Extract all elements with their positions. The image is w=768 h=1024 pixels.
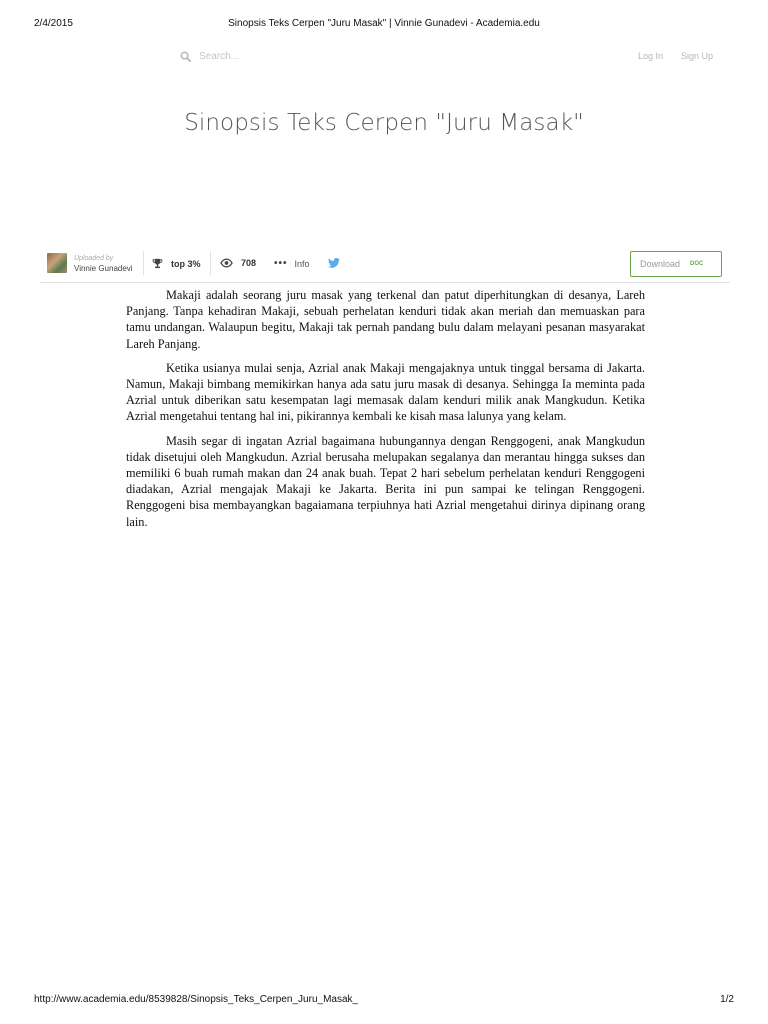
divider <box>210 251 211 275</box>
uploader-info <box>74 254 133 274</box>
uploaded-by-label: Uploaded by <box>74 255 114 262</box>
info-label: Info <box>294 258 310 269</box>
file-type-badge: DOC <box>690 261 704 267</box>
document-body <box>126 287 645 538</box>
print-header <box>0 18 768 32</box>
views-count: 708 <box>241 258 257 268</box>
print-footer <box>0 994 768 1008</box>
rank-stat <box>152 258 201 269</box>
twitter-icon[interactable] <box>328 258 340 268</box>
paragraph: Ketika usianya mulai senja, Azrial anak Makaji mengajaknya untuk tinggal bersama di Jakarta. Namun, Makaji bimbang memikirkan hanya ada satu juru masak di desanya. Sehingga Ia meminta pada Azrial untuk diberikan satu kesempatan lagi memasak dalam kenduri milik anak Mangkudun. Ketika Azrial mengetahui tentang hal ini, pikirannya kembali ke kisah masa lalunya yang kelam. <box>126 360 645 424</box>
search-icon <box>180 51 191 62</box>
trophy-icon <box>152 258 163 269</box>
search-input[interactable] <box>197 50 361 63</box>
document-info-bar <box>40 250 730 283</box>
print-url: http://www.academia.edu/8539828/Sinopsis_Teks_Cerpen_Juru_Masak_ <box>34 994 359 1005</box>
print-page-title: Sinopsis Teks Cerpen "Juru Masak" | Vinnie Gunadevi - Academia.edu <box>228 18 540 29</box>
rank-value: top 3% <box>171 258 201 269</box>
avatar[interactable] <box>47 253 67 273</box>
uploader-name-link[interactable]: Vinnie Gunadevi <box>74 264 133 273</box>
divider <box>143 251 144 275</box>
eye-icon <box>220 258 233 268</box>
print-date: 2/4/2015 <box>34 18 73 29</box>
login-link[interactable]: Log In <box>638 51 664 61</box>
views-stat <box>220 258 256 268</box>
info-button[interactable] <box>274 258 310 269</box>
top-navigation <box>0 48 768 68</box>
download-label: Download <box>640 259 681 269</box>
search-box[interactable] <box>180 50 361 63</box>
more-dots-icon: ••• <box>274 258 288 269</box>
download-button[interactable] <box>630 251 722 277</box>
print-page-number: 1/2 <box>720 994 734 1005</box>
signup-link[interactable]: Sign Up <box>681 51 714 61</box>
paragraph: Masih segar di ingatan Azrial bagaimana hubungannya dengan Renggogeni, anak Mangkudun tidak disetujui oleh Mangkudun. Azrial berusaha melupakan segalanya dan merantau hingga sukses dan memiliki 6 buah rumah makan dan 24 anak buah. Tepat 2 hari sebelum perhelatan kenduri Renggogeni diadakan, Azrial mengajak Makaji ke Jakarta. Berita ini pun sampai ke telingan Renggogeni. Renggogeni bisa membayangkan bagaiamana terpiuhnya hati Azrial mengetahui dirinya dipinang orang lain. <box>126 433 645 529</box>
paragraph: Makaji adalah seorang juru masak yang terkenal dan patut diperhitungkan di desanya, Lareh Panjang. Tanpa kehadiran Makaji, sebuah perhelatan kenduri tidak akan meriah dan memuaskan para tamu undangan. Walaupun begitu, Makaji tak pernah pandang bulu dalam melayani pesanan masyarakat Lareh Panjang. <box>126 288 645 351</box>
document-title: Sinopsis Teks Cerpen "Juru Masak" <box>184 110 584 136</box>
